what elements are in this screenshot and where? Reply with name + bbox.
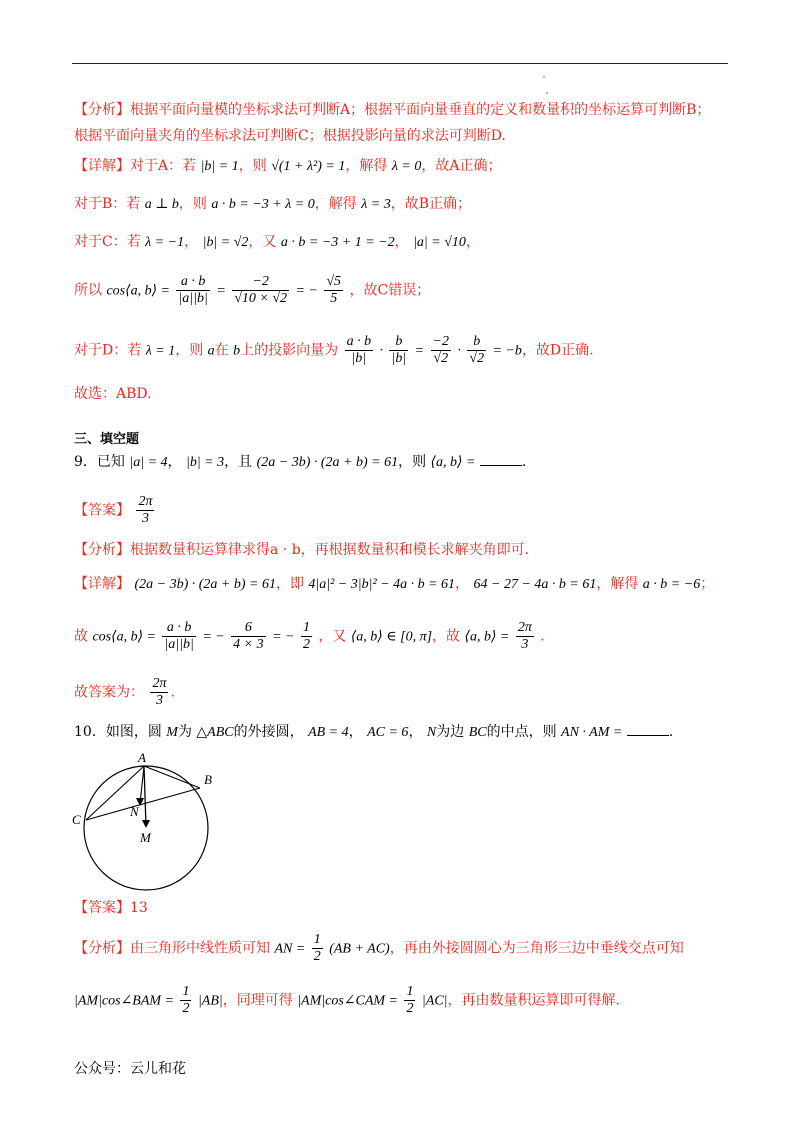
label-n: N bbox=[130, 804, 139, 819]
label-c: C bbox=[72, 812, 81, 827]
question-10: 10．如图，圆 M为 △ABC的外接圆， AB = 4， AC = 6， N为边 BC的中点，则 AN · AM = . bbox=[74, 724, 674, 740]
math-expr: |b| = √2 bbox=[202, 235, 249, 250]
fraction: $\frac{a \cdot b}{|b|}$ bbox=[346, 334, 372, 366]
math-expr: a ⊥ b bbox=[144, 197, 179, 212]
circumcircle-figure bbox=[66, 746, 226, 896]
answer-9: 【答案】 $\frac{2\pi}{3}$ bbox=[74, 494, 153, 526]
section-heading: 三、填空题 bbox=[74, 432, 140, 447]
analysis-10-line-1: 【分析】由三角形中线性质可知 AN = $\frac{1}{2}$ (AB + AC)，再由外接圆圆心为三角形三边中垂线交点可知 bbox=[74, 932, 684, 964]
choose-answer: 故选：ABD. bbox=[74, 386, 152, 402]
math-expr: cos⟨a, b⟩ = bbox=[106, 283, 170, 299]
detail-8-option-c: 对于C：若 λ = −1， |b| = √2，又 a · b = −3 + 1 = −2， |a| = √10， bbox=[74, 234, 480, 250]
detail-8-option-a: 【详解】对于A：若 |b| = 1，则 √(1 + λ²) = 1，解得 λ = 0，故A正确； bbox=[74, 158, 502, 174]
detail-label: 【详解】 bbox=[74, 158, 130, 174]
answer-10: 【答案】13 bbox=[74, 900, 148, 916]
detail-9-line-1: 【详解】 (2a − 3b) · (2a + b) = 61，即 4|a|² − 3|b|² − 4a · b = 61， 64 − 27 − 4a · b = 61，解得 a · b = −6； bbox=[74, 576, 715, 592]
final-answer-9: 故答案为： $\frac{2\pi}{3}$ . bbox=[74, 676, 175, 708]
fraction: $\frac{b}{√2}$ bbox=[469, 334, 485, 366]
analysis-9: 【分析】根据数量积运算律求得a · b，再根据数量积和模长求解夹角即可. bbox=[74, 542, 530, 558]
fraction: $\frac{6}{4 \times 3}$ bbox=[233, 620, 264, 652]
detail-8-cos-line: 所以 cos⟨a, b⟩ = $\frac{a \cdot b}{|a||b|}$ = $\frac{-2}{√10 \times √2}$ = − $\frac{√5}{5}$ ，故C错误； bbox=[74, 274, 431, 306]
fraction: $\frac{2\pi}{3}$ bbox=[138, 494, 153, 526]
scan-dot bbox=[546, 92, 548, 94]
detail-9-line-2: 故 cos⟨a, b⟩ = $\frac{a \cdot b}{|a||b|}$ = − $\frac{6}{4 \times 3}$ = − $\frac{1}{2}$ ，又 ⟨a, b⟩ ∈ [0, π]，故 ⟨a, b⟩ = $\frac{2\pi}{3}$ . bbox=[74, 620, 545, 652]
math-expr: a · b = −3 + 1 = −2 bbox=[280, 235, 395, 250]
fraction: $\frac{a \cdot b}{|a||b|}$ bbox=[178, 274, 208, 306]
fraction: $\frac{1}{2}$ bbox=[302, 620, 310, 652]
label-m: M bbox=[140, 830, 151, 845]
detail-8-option-b: 对于B：若 a ⊥ b，则 a · b = −3 + λ = 0，解得 λ = 3，故B正确； bbox=[74, 196, 471, 212]
segment-ab bbox=[144, 766, 200, 788]
fraction: $\frac{b}{|b|}$ bbox=[391, 334, 407, 366]
header-rule bbox=[72, 63, 728, 64]
label-a: A bbox=[138, 750, 146, 765]
footer-account: 公众号：云儿和花 bbox=[74, 1061, 186, 1077]
math-expr: λ = −1 bbox=[145, 235, 185, 250]
analysis-8-line-1: 【分析】根据平面向量模的坐标求法可判断A；根据平面向量垂直的定义和数量积的坐标运算可判断B； bbox=[74, 102, 711, 118]
fraction: $\frac{a \cdot b}{|a||b|}$ bbox=[164, 620, 194, 652]
arrow-m bbox=[142, 820, 150, 828]
math-expr: |a| = √10 bbox=[413, 235, 466, 250]
detail-8-option-d: 对于D：若 λ = 1，则 a在 b上的投影向量为 $\frac{a \cdot b}{|b|}$ · $\frac{b}{|b|}$ = $\frac{-2}{√2}$ · $\frac{b}{√2}$ = −b，故D正确. bbox=[74, 334, 594, 366]
vector-am bbox=[144, 766, 146, 826]
fraction: $\frac{√5}{5}$ bbox=[326, 274, 342, 306]
fraction: $\frac{2\pi}{3}$ bbox=[152, 676, 167, 708]
answer-blank bbox=[627, 723, 669, 736]
math-expr: a bbox=[207, 343, 215, 359]
fraction: $\frac{1}{2}$ bbox=[406, 984, 414, 1016]
fraction: $\frac{1}{2}$ bbox=[313, 932, 321, 964]
math-expr: λ = 1 bbox=[145, 343, 176, 359]
fraction: $\frac{2\pi}{3}$ bbox=[517, 620, 532, 652]
math-expr: λ = 0 bbox=[391, 159, 422, 174]
fraction: $\frac{-2}{√2}$ bbox=[432, 334, 449, 366]
question-9: 9．已知 |a| = 4， |b| = 3，且 (2a − 3b) · (2a + b) = 61，则 ⟨a, b⟩ = . bbox=[74, 454, 527, 470]
math-expr: λ = 3 bbox=[361, 197, 391, 212]
fraction: $\frac{-2}{√10 \times √2}$ bbox=[234, 274, 288, 306]
fraction: $\frac{1}{2}$ bbox=[182, 984, 190, 1016]
analysis-8-line-2: 根据平面向量夹角的坐标求法可判断C；根据投影向量的求法可判断D. bbox=[74, 128, 506, 144]
label-b: B bbox=[204, 772, 212, 787]
answer-blank bbox=[480, 453, 522, 466]
math-expr: |b| = 1 bbox=[200, 159, 239, 174]
analysis-10-line-2: |AM|cos∠BAM = $\frac{1}{2}$ |AB|，同理可得 |AM|cos∠CAM = $\frac{1}{2}$ |AC|，再由数量积运算即可得解. bbox=[74, 984, 620, 1016]
math-expr: a · b = −3 + λ = 0 bbox=[211, 197, 315, 212]
math-expr: b bbox=[233, 343, 241, 359]
math-expr: √(1 + λ²) = 1 bbox=[271, 159, 346, 174]
scan-dot bbox=[543, 76, 545, 78]
